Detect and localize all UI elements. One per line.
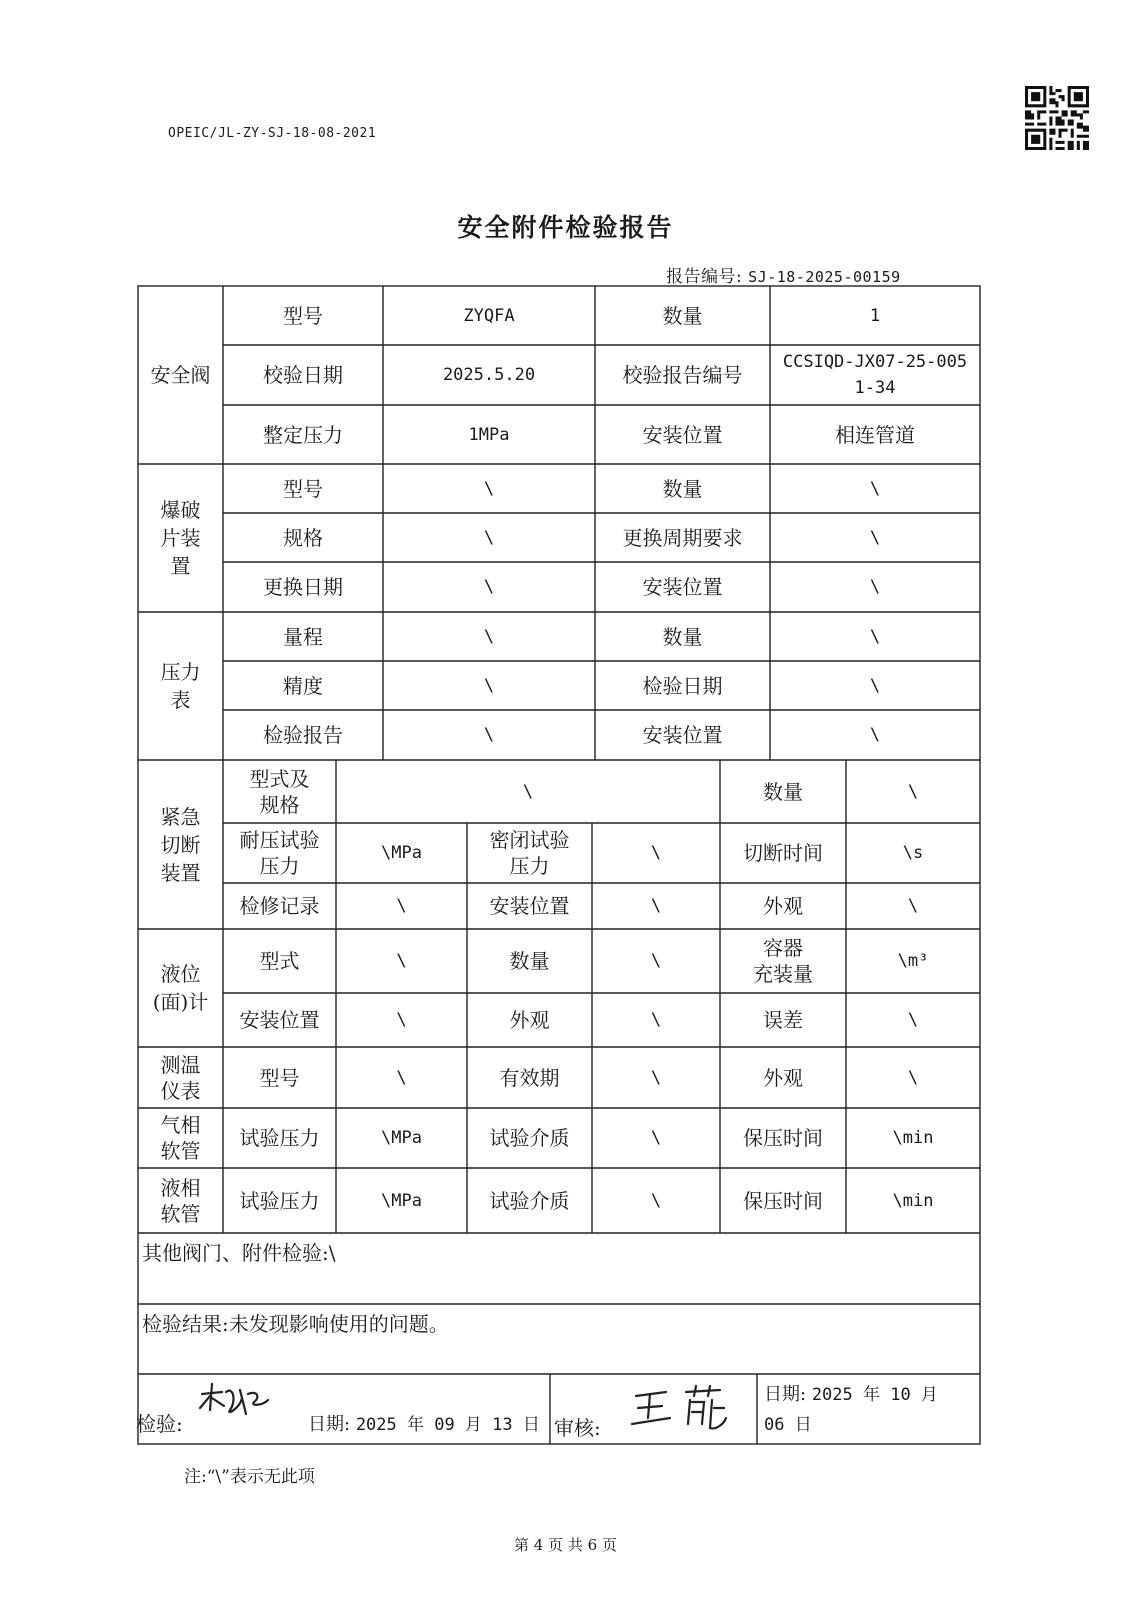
label-validity: 有效期 — [499, 1065, 560, 1090]
value-replace-date: \ — [483, 577, 495, 597]
value-hold-time: \min — [892, 1190, 934, 1211]
label-test-pressure: 试验压力 — [239, 1188, 320, 1213]
review-date — [764, 1380, 938, 1440]
value-check-report — [770, 345, 980, 405]
review-date-line-1: 2025 年 10 月 — [811, 1385, 938, 1405]
value-qty: \ — [869, 626, 881, 647]
label-model: 型号 — [259, 1065, 300, 1090]
value-qty: \ — [907, 781, 919, 802]
group-line: (面)计 — [152, 990, 209, 1014]
group-line: 爆破 — [160, 498, 201, 522]
value-range: \ — [483, 626, 495, 647]
value-check-date: \ — [869, 675, 881, 696]
value-appearance: \ — [907, 1067, 919, 1088]
group-line: 紧急 — [160, 804, 201, 829]
label-model: 型号 — [283, 303, 323, 328]
value-appearance: \ — [907, 896, 919, 916]
group-line: 软管 — [160, 1139, 201, 1163]
group-pressure-gauge — [138, 612, 223, 760]
label-repair: 检修记录 — [239, 894, 320, 918]
label-install: 安装位置 — [642, 422, 723, 447]
group-rupture-disc — [138, 464, 223, 612]
group-line: 片装 — [160, 526, 201, 550]
value-qty: 1 — [869, 305, 881, 326]
value-period: \ — [869, 527, 881, 548]
value-repair: \ — [396, 896, 407, 916]
label-install: 安装位置 — [642, 575, 723, 599]
label-appearance: 外观 — [763, 894, 803, 918]
label-fill — [720, 929, 846, 993]
value-type: \ — [396, 951, 407, 971]
value-model: \ — [396, 1067, 407, 1088]
value-seal-test: \ — [650, 843, 662, 863]
value-validity: \ — [650, 1067, 662, 1088]
value-install: \ — [869, 577, 881, 597]
value-install: \ — [396, 1010, 407, 1030]
label-replace-date: 更换日期 — [263, 575, 343, 599]
group-emergency-shutoff — [138, 760, 223, 929]
value-install: \ — [650, 896, 662, 916]
value-qty: \ — [650, 951, 662, 971]
review-date-label: 日期: — [764, 1384, 807, 1405]
group-line: 置 — [170, 554, 191, 578]
inspect-date — [308, 1410, 540, 1436]
value-check-date: 2025.5.20 — [442, 365, 536, 385]
group-line: 装置 — [160, 860, 201, 885]
value-install: 相连管道 — [835, 422, 915, 447]
label-test-medium: 试验介质 — [489, 1188, 570, 1213]
label-qty: 数量 — [662, 624, 703, 649]
group-line: 测温 — [160, 1052, 201, 1077]
reviewer-label: 审核: — [554, 1416, 601, 1440]
label-qty: 数量 — [509, 949, 550, 973]
label-check-report: 校验报告编号 — [622, 363, 743, 387]
label-line: 型式及 — [249, 766, 310, 791]
group-line: 仪表 — [160, 1078, 201, 1103]
other-inspection: 其他阀门、附件检验:\ — [142, 1241, 336, 1265]
group-line: 液相 — [160, 1175, 201, 1200]
value-cutoff-time: \s — [902, 843, 924, 863]
value-type-spec: \ — [522, 781, 534, 802]
inspector-label: 检验: — [136, 1412, 183, 1436]
label-hold-time: 保压时间 — [743, 1188, 823, 1213]
inspection-result: 检验结果:未发现影响使用的问题。 — [142, 1312, 449, 1336]
value-install: \ — [869, 725, 881, 745]
value-test-pressure: \MPa — [381, 1128, 422, 1148]
value-set-pressure: 1MPa — [468, 424, 510, 445]
group-thermometer — [138, 1047, 223, 1108]
label-qty: 数量 — [763, 779, 803, 804]
value-appearance: \ — [650, 1010, 662, 1030]
group-line: 气相 — [160, 1113, 201, 1137]
group-line: 表 — [170, 688, 191, 712]
label-hold-time: 保压时间 — [743, 1126, 823, 1150]
label-install: 安装位置 — [239, 1008, 320, 1032]
label-check-date: 检验日期 — [642, 673, 723, 698]
label-line: 密闭试验 — [489, 828, 570, 852]
group-gas-hose — [138, 1108, 223, 1168]
label-line: 充装量 — [753, 962, 813, 986]
label-pressure-test — [223, 823, 336, 883]
review-date-line-2: 06 日 — [764, 1415, 812, 1435]
label-line: 压力 — [259, 854, 300, 878]
page-number: 第 4 页 共 6 页 — [514, 1536, 617, 1554]
label-appearance: 外观 — [763, 1065, 803, 1090]
inspect-date-value: 2025 年 09 月 13 日 — [355, 1415, 540, 1435]
label-range: 量程 — [283, 624, 323, 649]
reviewer-signature-icon — [630, 1384, 740, 1432]
value-hold-time: \min — [892, 1128, 934, 1148]
value-model: \ — [483, 478, 495, 499]
label-report: 检验报告 — [263, 723, 343, 747]
value-qty: \ — [869, 478, 881, 499]
footnote: 注:“\”表示无此项 — [184, 1467, 315, 1487]
label-check-date: 校验日期 — [263, 363, 343, 387]
group-liquid-hose — [138, 1168, 223, 1233]
label-type-spec — [223, 760, 336, 823]
check-report-line-2: 1-34 — [854, 378, 896, 398]
page-title: 安全附件检验报告 — [457, 213, 674, 242]
group-level-gauge — [138, 929, 223, 1047]
doc-code: OPEIC/JL-ZY-SJ-18-08-2021 — [168, 126, 377, 141]
report-number-value: SJ-18-2025-00159 — [748, 268, 901, 286]
inspect-date-label: 日期: — [308, 1414, 351, 1435]
value-pressure-test: \MPa — [381, 843, 422, 863]
label-qty: 数量 — [662, 303, 703, 328]
value-test-medium: \ — [650, 1190, 662, 1211]
label-install: 安装位置 — [642, 723, 723, 747]
label-line: 容器 — [763, 936, 803, 960]
label-accuracy: 精度 — [283, 673, 323, 698]
value-model: ZYQFA — [463, 305, 515, 326]
value-test-pressure: \MPa — [381, 1190, 422, 1211]
label-qty: 数量 — [662, 476, 703, 501]
label-model: 型号 — [283, 476, 323, 501]
inspector-signature-icon — [196, 1380, 276, 1422]
label-install: 安装位置 — [489, 894, 570, 918]
label-line: 规格 — [259, 792, 300, 817]
label-seal-test — [467, 823, 592, 883]
group-line: 压力 — [160, 660, 201, 684]
group-safety-valve: 安全阀 — [150, 363, 211, 387]
label-set-pressure: 整定压力 — [263, 422, 343, 447]
label-appearance: 外观 — [509, 1008, 550, 1032]
group-line: 软管 — [160, 1201, 201, 1226]
check-report-line-1: CCSIQD-JX07-25-005 — [782, 352, 968, 372]
label-test-pressure: 试验压力 — [239, 1126, 320, 1150]
value-spec: \ — [483, 527, 495, 548]
group-line: 液位 — [160, 962, 201, 986]
value-fill: \m³ — [897, 951, 929, 971]
label-cutoff-time: 切断时间 — [743, 841, 823, 865]
label-test-medium: 试验介质 — [489, 1126, 570, 1150]
label-period: 更换周期要求 — [622, 525, 743, 550]
label-line: 耐压试验 — [239, 828, 320, 852]
value-accuracy: \ — [483, 675, 495, 696]
label-spec: 规格 — [283, 525, 323, 550]
value-test-medium: \ — [650, 1128, 662, 1148]
group-line: 切断 — [160, 832, 201, 857]
label-line: 压力 — [509, 854, 550, 878]
value-report: \ — [483, 725, 495, 745]
value-error: \ — [907, 1010, 919, 1030]
label-type: 型式 — [259, 949, 300, 973]
label-error: 误差 — [763, 1008, 803, 1032]
report-number-label: 报告编号: — [666, 267, 743, 287]
